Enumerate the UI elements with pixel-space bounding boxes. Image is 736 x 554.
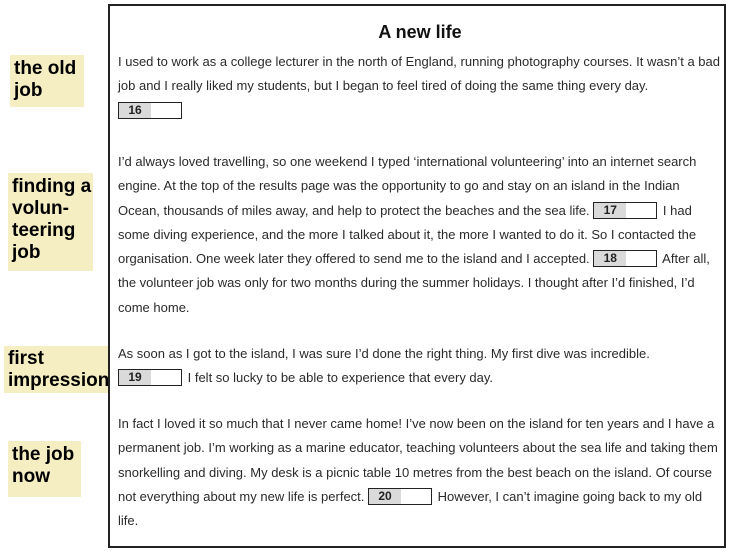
- paragraph-text: After all, the volunteer job was only for two months during the summer holidays. I thought after I’d finished, I’d come home.: [118, 251, 710, 315]
- paragraph-finding-job: [118, 150, 722, 320]
- gap-number: 19: [119, 370, 151, 385]
- article-panel: [108, 4, 726, 548]
- answer-gap-16[interactable]: [118, 102, 182, 119]
- paragraph-text: I felt so lucky to be able to experience that every day.: [184, 370, 494, 386]
- paragraph-old-job: [118, 50, 722, 123]
- answer-gap-17[interactable]: [593, 202, 657, 219]
- answer-gap-18[interactable]: [593, 250, 657, 267]
- paragraph-text: However, I can’t imagine going back to my old life.: [118, 488, 703, 529]
- paragraph-text: I used to work as a college lecturer in the north of England, running photography courses. It wasn’t a bad job and I really liked my students, but I began to feel tired of doing the same thing every day.: [118, 54, 720, 94]
- answer-gap-20[interactable]: [368, 488, 432, 505]
- paragraph-text: I had some diving experience, and the more I talked about it, the more I wanted to do it. So I contacted the organisation. One week later they offered to send me to the island and I accepted.: [118, 202, 697, 267]
- label-first-impression: first impression: [4, 346, 108, 393]
- label-the-job-now: the job now: [8, 441, 81, 497]
- paragraph-job-now: [118, 412, 722, 533]
- paragraph-text: I’d always loved travelling, so one weekend I typed ‘international volunteering’ into an internet search engine. At the top of the results page was the opportunity to go and stay on an island in the Indian Ocean, thousands of miles away, and help to protect the beaches and the sea life.: [118, 154, 697, 218]
- answer-gap-19[interactable]: [118, 369, 182, 386]
- label-the-old-job: the old job: [10, 55, 84, 107]
- gap-number: 20: [369, 489, 401, 504]
- paragraph-first-impression: [118, 342, 722, 391]
- paragraph-text: As soon as I got to the island, I was sure I’d done the right thing. My first dive was incredible.: [118, 346, 650, 361]
- article-title: A new life: [378, 22, 462, 42]
- gap-number: 16: [119, 103, 151, 118]
- label-finding-a-volunteering-job: finding a volun-teering job: [8, 173, 93, 271]
- gap-number: 18: [594, 251, 626, 266]
- gap-number: 17: [594, 203, 626, 218]
- paragraph-text: In fact I loved it so much that I never came home! I’ve now been on the island for ten years and I have a permanent job. I’m working as a marine educator, teaching volunteers about the sea life and taking them snorkelling and diving. My desk is a picnic table 10 metres from the best beach on the island. Of course not everything about my new life is perfect.: [118, 416, 718, 504]
